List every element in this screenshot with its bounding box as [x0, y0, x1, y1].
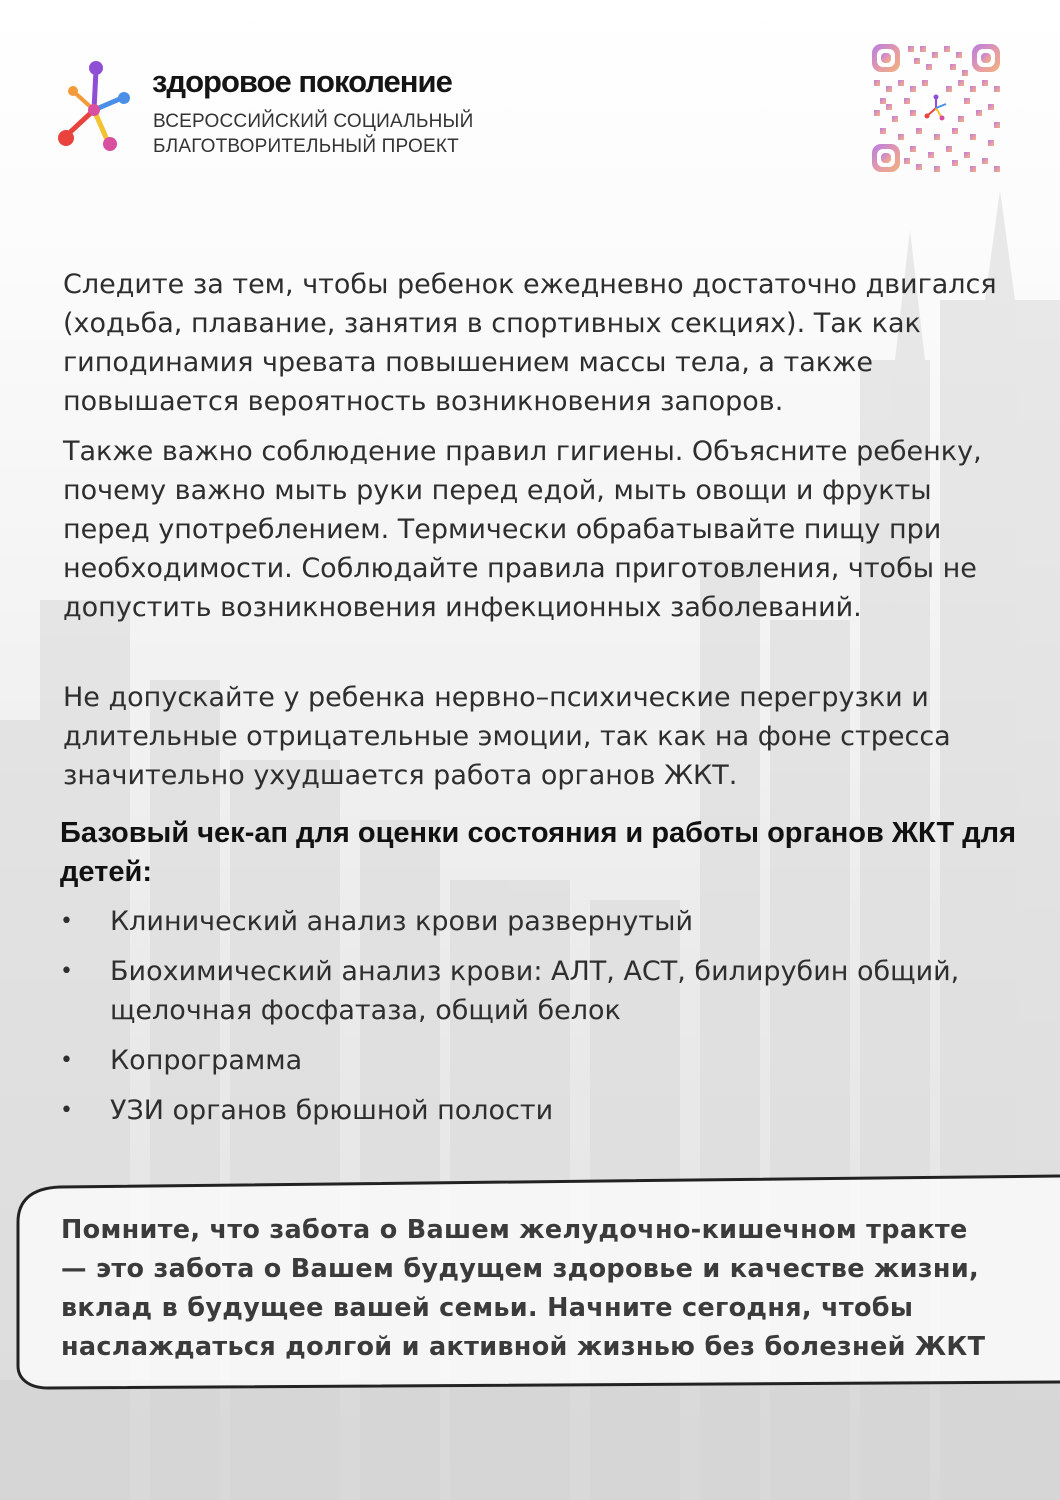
- qr-code-icon[interactable]: [870, 42, 1002, 174]
- brand-subtitle-line2: БЛАГОТВОРИТЕЛЬНЫЙ ПРОЕКТ: [153, 136, 459, 157]
- list-item: [60, 902, 1020, 941]
- list-item-text: Клинический анализ крови развернутый: [110, 906, 693, 937]
- callout-text: Помните, что забота о Вашем желудочно-кишечном тракте — это забота о Вашем будущем здоровье и качестве жизни, вклад в будущее вашей семьи. Начните сегодня, чтобы наслаждаться долгой и активной жизнью без болезней ЖКТ: [61, 1215, 986, 1362]
- molecule-logo-icon: [56, 58, 136, 154]
- list-item: [60, 1091, 1020, 1130]
- brand-subtitle: [153, 109, 473, 159]
- list-item: [60, 952, 1020, 1030]
- bullet-icon: •: [60, 1098, 73, 1123]
- brand-subtitle-line1: ВСЕРОССИЙСКИЙ СОЦИАЛЬНЫЙ: [153, 111, 474, 132]
- list-item-text: Биохимический анализ крови: АЛТ, АСТ, билирубин общий, щелочная фосфатаза, общий белок: [110, 956, 960, 1026]
- bullet-icon: •: [60, 909, 73, 934]
- brand-name: здоровое поколение: [152, 64, 452, 99]
- list-item: [60, 1041, 1020, 1080]
- bullet-icon: •: [60, 959, 73, 984]
- qr-center-logo-icon: [922, 94, 950, 122]
- paragraph-activity: Следите за тем, чтобы ребенок ежедневно достаточно двигался (ходьба, плавание, занятия в спортивных секциях). Так как гиподинамия чревата повышением массы тела, а также повышается вероятность возникновения запоров.: [63, 269, 997, 417]
- paragraph-stress: Не допускайте у ребенка нервно–психические перегрузки и длительные отрицательные эмоции, так как на фоне стресса значительно ухудшается работа органов ЖКТ.: [63, 682, 951, 791]
- paragraph-hygiene: Также важно соблюдение правил гигиены. Объясните ребенку, почему важно мыть руки перед едой, мыть овощи и фрукты перед употреблением. Термически обрабатывайте пищу при необходимости. Соблюдайте правила приготовления, чтобы не допустить возникновения инфекционных заболеваний.: [63, 436, 982, 623]
- checkup-title: Базовый чек-ап для оценки состояния и работы органов ЖКТ для детей:: [60, 817, 1016, 888]
- list-item-text: УЗИ органов брюшной полости: [110, 1095, 554, 1126]
- bullet-icon: •: [60, 1048, 73, 1073]
- list-item-text: Копрограмма: [110, 1045, 303, 1076]
- checkup-list: [60, 902, 1020, 1141]
